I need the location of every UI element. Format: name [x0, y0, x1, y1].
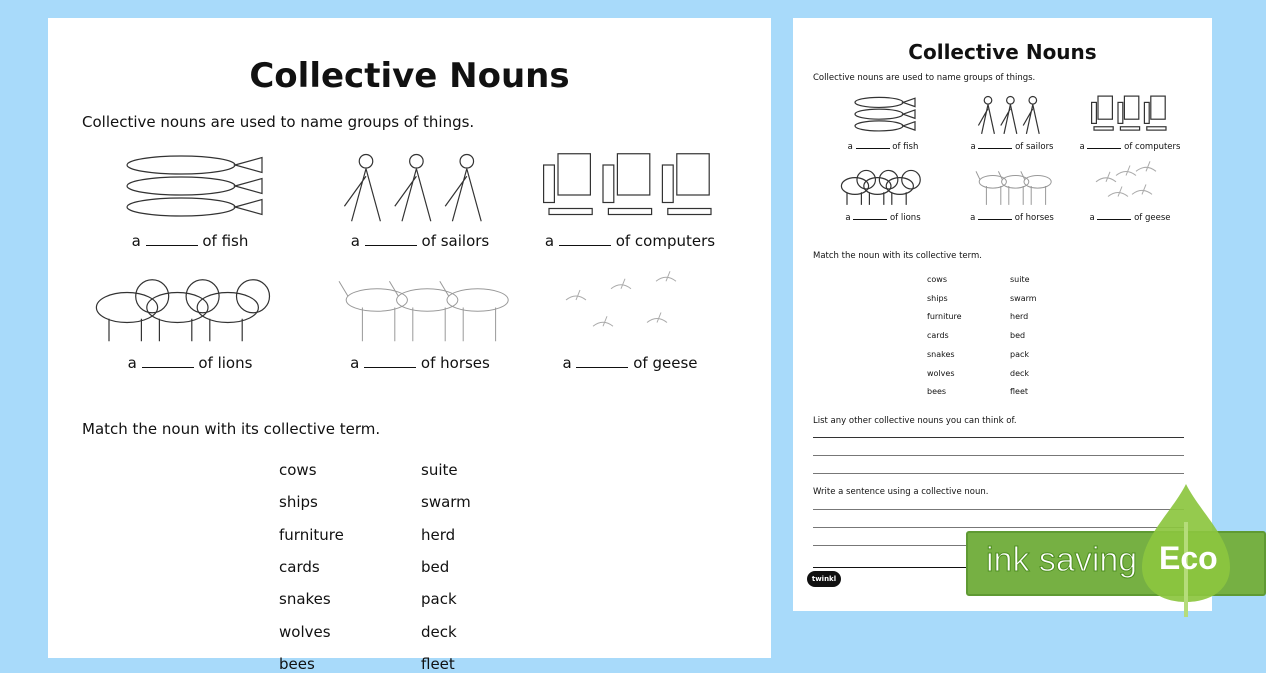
article: a	[562, 354, 572, 372]
answer-blank	[853, 219, 887, 220]
picture-caption	[310, 354, 530, 372]
caption-text: of lions	[198, 354, 253, 372]
picture-caption	[952, 213, 1072, 223]
term-item: herd	[1010, 312, 1029, 322]
caption-text: of computers	[615, 232, 716, 250]
answer-blank	[856, 148, 890, 149]
term-item: suite	[1010, 275, 1030, 284]
sailors-icon	[972, 94, 1052, 140]
computers-icon	[1090, 94, 1170, 140]
answer-blank	[978, 148, 1012, 149]
lions-icon	[843, 165, 923, 211]
article: a	[350, 232, 360, 250]
article: a	[970, 142, 976, 152]
picture-caption	[80, 354, 300, 372]
answer-blank	[365, 245, 417, 246]
picture-caption	[952, 142, 1072, 152]
term-item: bed	[1010, 331, 1026, 341]
term-item: bed	[421, 557, 450, 576]
article: a	[970, 213, 976, 223]
article: a	[845, 213, 851, 223]
ink-saving-label: ink saving	[986, 541, 1138, 579]
match-heading: Match the noun with its collective term.	[813, 251, 982, 261]
noun-item: ships	[279, 493, 318, 512]
term-item: herd	[421, 525, 456, 544]
answer-blank	[576, 367, 628, 368]
article: a	[544, 232, 555, 250]
geese-icon	[1090, 165, 1170, 211]
lions-icon	[100, 270, 280, 349]
fish-icon	[100, 150, 280, 229]
article: a	[1089, 213, 1095, 223]
answer-blank	[146, 245, 198, 246]
page-title: Collective Nouns	[249, 56, 570, 96]
term-item: fleet	[1010, 387, 1029, 397]
article: a	[127, 354, 137, 372]
picture-caption	[1070, 142, 1190, 152]
term-item: suite	[421, 461, 458, 479]
term-item: fleet	[421, 654, 455, 673]
caption-text: of horses	[1014, 213, 1054, 223]
noun-item: ships	[927, 293, 948, 303]
sailors-icon	[330, 150, 510, 229]
noun-item: snakes	[279, 590, 331, 609]
noun-item: snakes	[927, 349, 955, 359]
term-item: swarm	[421, 493, 471, 512]
article: a	[847, 142, 853, 152]
answer-line	[813, 473, 1184, 474]
caption-text: of lions	[889, 213, 921, 223]
noun-item: cows	[279, 461, 317, 479]
answer-line	[813, 437, 1184, 438]
horses-icon	[972, 165, 1052, 211]
picture-caption	[520, 232, 740, 250]
term-item: swarm	[1010, 293, 1037, 303]
match-heading: Match the noun with its collective term.	[82, 420, 381, 438]
caption-text: of fish	[202, 232, 249, 250]
eco-label: Eco	[1159, 540, 1218, 576]
answer-blank	[1087, 148, 1121, 149]
answer-line	[813, 527, 1184, 528]
article: a	[350, 354, 360, 372]
article: a	[1079, 142, 1085, 152]
term-item: deck	[421, 622, 457, 641]
geese-icon	[540, 270, 720, 349]
caption-text: of sailors	[1015, 142, 1054, 152]
worksheet-preview-large	[48, 18, 771, 673]
caption-text: of geese	[633, 354, 698, 372]
noun-item: furniture	[927, 312, 962, 322]
caption-text: of fish	[892, 142, 919, 152]
noun-item: cows	[927, 275, 948, 284]
answer-blank	[1097, 219, 1131, 220]
picture-caption	[1070, 213, 1190, 223]
answer-blank	[364, 367, 416, 368]
noun-item: bees	[927, 387, 947, 397]
picture-caption	[310, 232, 530, 250]
term-item: deck	[1010, 368, 1030, 378]
intro-text: Collective nouns are used to name groups of things.	[813, 73, 1036, 83]
term-item: pack	[1010, 349, 1030, 359]
noun-item: furniture	[279, 525, 344, 544]
answer-line	[813, 455, 1184, 456]
noun-item: wolves	[927, 368, 955, 378]
caption-text: of geese	[1134, 213, 1171, 223]
intro-text: Collective nouns are used to name groups of things.	[82, 113, 475, 131]
fish-icon	[843, 94, 923, 140]
noun-item: cards	[927, 331, 949, 341]
term-item: pack	[421, 590, 457, 609]
answer-blank	[142, 367, 194, 368]
answer-blank	[559, 245, 611, 246]
list-prompt: List any other collective nouns you can think of.	[813, 416, 1017, 426]
picture-caption	[823, 213, 943, 223]
horses-icon	[330, 270, 510, 349]
caption-text: of computers	[1124, 142, 1181, 152]
twinkl-logo: twinkl	[807, 571, 841, 587]
picture-caption	[823, 142, 943, 152]
caption-text: of horses	[420, 354, 490, 372]
sentence-prompt: Write a sentence using a collective noun.	[813, 487, 989, 497]
noun-item: cards	[279, 557, 320, 576]
noun-item: bees	[279, 654, 315, 673]
noun-item: wolves	[279, 622, 331, 641]
answer-line	[813, 509, 1184, 510]
picture-caption	[80, 232, 300, 250]
computers-icon	[540, 150, 720, 229]
answer-blank	[978, 219, 1012, 220]
picture-caption	[520, 354, 740, 372]
caption-text: of sailors	[421, 232, 490, 250]
page-title: Collective Nouns	[908, 40, 1097, 64]
article: a	[131, 232, 141, 250]
